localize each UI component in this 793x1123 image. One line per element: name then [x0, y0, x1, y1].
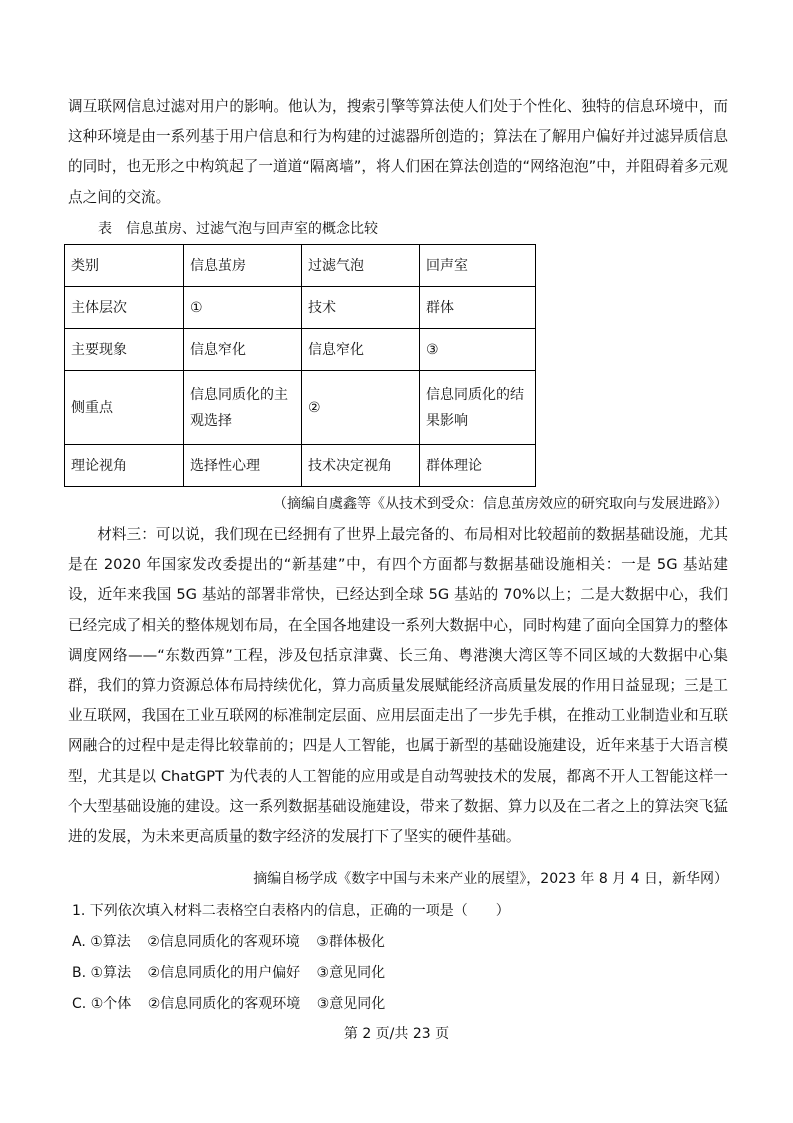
table-row — [65, 287, 536, 329]
table-cell: 信息窄化 — [302, 329, 420, 371]
option-letter: A. — [72, 934, 86, 950]
table-cell: 群体理论 — [420, 445, 536, 487]
question-stem: 1. 下列依次填入材料二表格空白表格内的信息，正确的一项是（ ） — [72, 903, 510, 919]
option-part: ①个体 — [90, 996, 132, 1012]
option-letter: B. — [72, 965, 87, 981]
option-part: ②信息同质化的客观环境 — [147, 996, 301, 1012]
option-part: ③群体极化 — [316, 934, 385, 950]
table-cell: 信息窄化 — [184, 329, 302, 371]
page-footer: 第 2 页/共 23 页 — [343, 1026, 450, 1042]
option-part: ②信息同质化的用户偏好 — [147, 965, 301, 981]
option-part: ①算法 — [90, 965, 132, 981]
table-caption: 表 信息茧房、过滤气泡与回声室的概念比较 — [98, 221, 378, 237]
source-citation: （摘编自虞鑫等《从技术到受众：信息茧房效应的研究取向与发展进路》） — [273, 496, 728, 512]
table-cell: 技术决定视角 — [302, 445, 420, 487]
table-cell: 主体层次 — [65, 287, 184, 329]
table-cell: 类别 — [65, 245, 184, 287]
option-c[interactable] — [72, 993, 385, 1015]
table-cell: 选择性心理 — [184, 445, 302, 487]
material-three-paragraph: 材料三：可以说，我们现在已经拥有了世界上最完备的、布局相对比较超前的数据基础设施，尤其是在 2020 年国家发改委提出的“新基建”中，有四个方面都与数据基础设施相关：一是 5G 基站建设，近年来我国 5G 基站的部署非常快，已经达到全球 5G 基站的 70%以上；二是大数据中心，我们已经完成了相关的整体规划布局，在全国各地建设一系列大数据中心，同时构建了面向全国算力的整体调度网络——“东数西算”工程，涉及包括京津冀、长三角、粤港澳大湾区等不同区域的大数据中心集群，我们的算力资源总体布局持续优化，算力高质量发展赋能经济高质量发展的作用日益显现；三是工业互联网，我国在工业互联网的标准制定层面、应用层面走出了一步先手棋，在推动工业制造业和互联网融合的过程中是走得比较靠前的；四是人工智能，也属于新型的基础设施建设，近年来基于大语言模型，尤其是以 ChatGPT 为代表的人工智能的应用或是自动驾驶技术的发展，都离不开人工智能这样一个大型基础设施的建设。这一系列数据基础设施建设，带来了数据、算力以及在二者之上的算法突飞猛进的发展，为未来更高质量的数字经济的发展打下了坚实的硬件基础。 — [68, 526, 728, 846]
source-citation: 摘编自杨学成《数字中国与未来产业的展望》，2023 年 8 月 4 日，新华网） — [253, 871, 728, 887]
table-cell: ① — [184, 287, 302, 329]
table-cell: 信息同质化的结果影响 — [420, 371, 536, 445]
table-cell: 主要现象 — [65, 329, 184, 371]
intro-paragraph: 调互联网信息过滤对用户的影响。他认为，搜索引擎等算法使人们处于个性化、独特的信息环境中，而这种环境是由一系列基于用户信息和行为构建的过滤器所创造的；算法在了解用户偏好并过滤异质信息的同时，也无形之中构筑起了一道道“隔离墙”，将人们困在算法创造的“网络泡泡”中，并阻碍着多元观点之间的交流。 — [68, 98, 728, 206]
table-cell: 群体 — [420, 287, 536, 329]
option-part: ①算法 — [90, 934, 131, 950]
option-b[interactable] — [72, 962, 385, 984]
table-row — [65, 245, 536, 287]
table-row — [65, 329, 536, 371]
table-cell: 信息同质化的主观选择 — [184, 371, 302, 445]
option-part: ③意见同化 — [316, 965, 386, 981]
table-cell: ③ — [420, 329, 536, 371]
option-part: ②信息同质化的客观环境 — [147, 934, 300, 950]
option-letter: C. — [72, 996, 87, 1012]
table-cell: 过滤气泡 — [302, 245, 420, 287]
table-cell: 侧重点 — [65, 371, 184, 445]
table-cell: 信息茧房 — [184, 245, 302, 287]
table-cell: 回声室 — [420, 245, 536, 287]
table-row — [65, 371, 536, 445]
table-row — [65, 445, 536, 487]
comparison-table — [64, 244, 536, 487]
table-cell: ② — [302, 371, 420, 445]
table-cell: 理论视角 — [65, 445, 184, 487]
option-a[interactable] — [72, 931, 385, 953]
option-part: ③意见同化 — [316, 996, 386, 1012]
table-cell: 技术 — [302, 287, 420, 329]
